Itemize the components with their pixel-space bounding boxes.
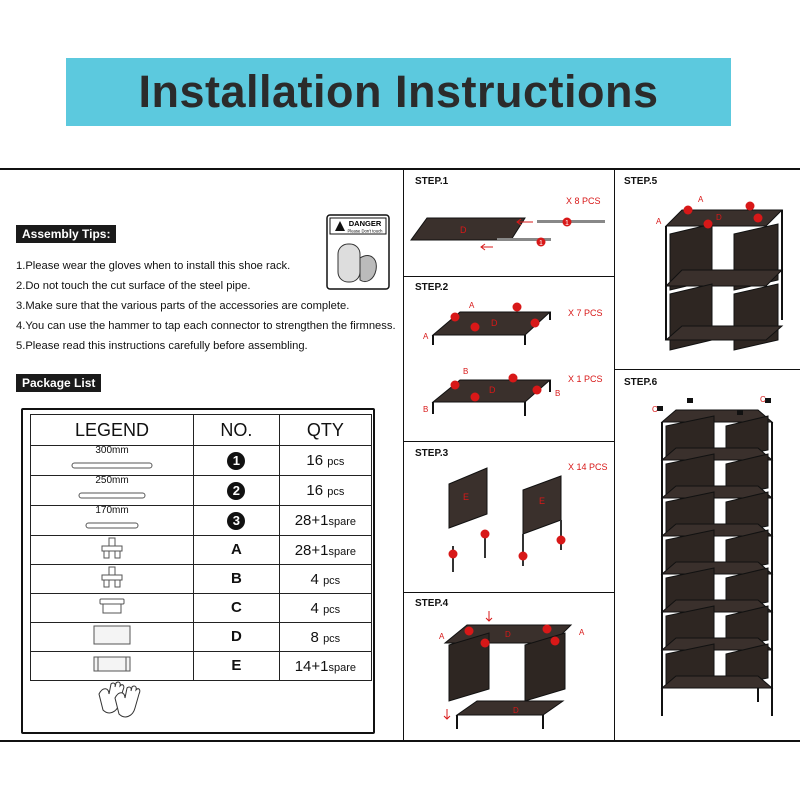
- svg-text:B: B: [463, 367, 469, 376]
- table-row: [31, 565, 372, 594]
- tip-item: 1.Please wear the gloves when to install this shoe rack.: [16, 260, 291, 272]
- connector-b-icon: [100, 566, 124, 588]
- qty-value: 4: [310, 570, 319, 588]
- qty-value: 14+1: [294, 657, 329, 675]
- qty-cell: [279, 536, 371, 565]
- divider-step3: [403, 592, 614, 593]
- svg-text:A: A: [579, 628, 585, 637]
- divider-step5: [614, 369, 800, 370]
- legend-cell: [31, 623, 194, 652]
- tip-item: 2.Do not touch the cut surface of the steel pipe.: [16, 280, 251, 292]
- qty-unit: spare: [328, 545, 357, 558]
- qty-unit: pcs: [327, 456, 345, 468]
- part-letter: B: [230, 570, 242, 587]
- step2-count-a: X 7 PCS: [568, 308, 603, 318]
- divider-step1: [403, 276, 614, 277]
- qty-value: 16: [306, 452, 324, 469]
- shelf-panel-icon: [92, 624, 132, 646]
- step3-count: X 14 PCS: [568, 462, 608, 472]
- qty-value: 4: [310, 599, 319, 617]
- package-list-heading: Package List: [16, 374, 101, 392]
- step2-label: STEP.2: [415, 282, 449, 293]
- table-row: [31, 536, 372, 565]
- pipe-length-label: 170mm: [95, 505, 129, 516]
- qty-value: 8: [310, 628, 319, 646]
- part-number-badge: 3: [227, 512, 245, 530]
- step1-count: X 8 PCS: [566, 196, 601, 206]
- danger-sign: [326, 214, 390, 290]
- legend-cell: [31, 652, 194, 681]
- no-cell: [194, 536, 280, 565]
- qty-unit: pcs: [323, 603, 341, 616]
- end-cap-marker: [765, 398, 771, 403]
- cap-c-label: C: [652, 405, 658, 414]
- pipe-icon: [84, 522, 140, 530]
- no-cell: [194, 476, 280, 506]
- step6-diagram: [616, 392, 798, 722]
- part-number-badge: 2: [227, 482, 245, 500]
- qty-cell: [279, 506, 371, 536]
- table-row: [31, 446, 372, 476]
- title-banner: [66, 58, 731, 126]
- step5-diagram: [616, 190, 798, 360]
- table-row: [31, 506, 372, 536]
- cap-c-label: C: [760, 395, 766, 404]
- col-legend: LEGEND: [31, 415, 194, 446]
- step1-diagram: [405, 205, 610, 255]
- part-letter: D: [230, 628, 242, 645]
- assembly-tips-heading: Assembly Tips:: [16, 225, 116, 243]
- side-panel-icon: [92, 655, 132, 673]
- qty-unit: spare: [328, 661, 357, 674]
- tip-item: 3.Make sure that the various parts of the accessories are complete.: [16, 300, 350, 312]
- step5-label: STEP.5: [624, 176, 658, 187]
- col-no: NO.: [194, 415, 280, 446]
- danger-icon: [326, 214, 390, 290]
- connector-a-icon: [100, 537, 124, 559]
- legend-cell: [31, 506, 194, 536]
- step4-diagram: [405, 605, 610, 735]
- no-cell: [194, 506, 280, 536]
- svg-text:B: B: [423, 405, 429, 414]
- svg-text:1: 1: [539, 240, 543, 247]
- qty-cell: [279, 652, 371, 681]
- end-cap-icon: [97, 598, 127, 614]
- package-table: [30, 414, 372, 681]
- legend-cell: [31, 565, 194, 594]
- table-row: [31, 594, 372, 623]
- legend-cell: [31, 536, 194, 565]
- step2-count-b: X 1 PCS: [568, 374, 603, 384]
- gloves-icon: [95, 680, 145, 720]
- end-cap-marker: [657, 406, 663, 411]
- qty-cell: [279, 623, 371, 652]
- step3-diagram: [405, 462, 610, 587]
- divider-step2: [403, 441, 614, 442]
- tip-item: 5.Please read this instructions carefully before assembling.: [16, 340, 308, 352]
- table-row: [31, 623, 372, 652]
- svg-text:A: A: [656, 217, 662, 226]
- part-number-badge: 1: [227, 452, 245, 470]
- step1-label: STEP.1: [415, 176, 449, 187]
- table-header-row: [31, 415, 372, 446]
- svg-text:E: E: [463, 492, 470, 502]
- qty-cell: [279, 476, 371, 506]
- qty-cell: [279, 594, 371, 623]
- danger-title: DANGER: [348, 219, 382, 228]
- part-letter: C: [230, 599, 242, 616]
- step4-label: STEP.4: [415, 598, 449, 609]
- svg-text:D: D: [513, 706, 519, 715]
- pipe-icon: [70, 462, 154, 470]
- svg-text:A: A: [469, 301, 475, 310]
- step3-label: STEP.3: [415, 448, 449, 459]
- svg-text:D: D: [716, 213, 722, 222]
- svg-text:D: D: [491, 318, 498, 328]
- col-qty: QTY: [279, 415, 371, 446]
- no-cell: [194, 446, 280, 476]
- legend-cell: [31, 476, 194, 506]
- end-cap-marker: [687, 398, 693, 403]
- divider-left: [403, 168, 404, 742]
- svg-text:A: A: [698, 195, 704, 204]
- qty-unit: pcs: [323, 632, 341, 645]
- qty-unit: pcs: [327, 486, 345, 498]
- divider-right: [614, 168, 615, 742]
- pipe-length-label: 250mm: [95, 475, 129, 486]
- pipe-length-label: 300mm: [95, 445, 129, 456]
- qty-cell: [279, 446, 371, 476]
- no-cell: [194, 594, 280, 623]
- tip-item: 4.You can use the hammer to tap each connector to strengthen the firmness.: [16, 320, 396, 332]
- legend-cell: [31, 594, 194, 623]
- qty-value: 28+1: [294, 512, 329, 529]
- no-cell: [194, 565, 280, 594]
- panel-d-label: D: [460, 225, 467, 235]
- table-row: [31, 652, 372, 681]
- danger-subtitle: Please Don't touch: [347, 228, 383, 234]
- no-cell: [194, 652, 280, 681]
- part-letter: A: [230, 541, 242, 558]
- qty-value: 16: [306, 482, 324, 499]
- page-title: Installation Instructions: [138, 66, 659, 117]
- svg-text:D: D: [505, 630, 511, 639]
- part-letter: E: [231, 657, 242, 674]
- pipe-icon: [77, 492, 147, 500]
- step2-diagram: [405, 290, 610, 430]
- qty-value: 28+1: [294, 541, 329, 559]
- legend-cell: [31, 446, 194, 476]
- svg-text:A: A: [439, 632, 445, 641]
- svg-text:1: 1: [565, 220, 569, 227]
- svg-text:B: B: [555, 389, 561, 398]
- qty-cell: [279, 565, 371, 594]
- no-cell: [194, 623, 280, 652]
- svg-text:D: D: [489, 385, 496, 395]
- table-row: [31, 476, 372, 506]
- svg-text:A: A: [423, 332, 429, 341]
- step6-label: STEP.6: [624, 377, 658, 388]
- svg-text:E: E: [539, 496, 546, 506]
- qty-unit: pcs: [323, 574, 341, 587]
- qty-unit: spare: [328, 516, 357, 528]
- end-cap-marker: [737, 410, 743, 415]
